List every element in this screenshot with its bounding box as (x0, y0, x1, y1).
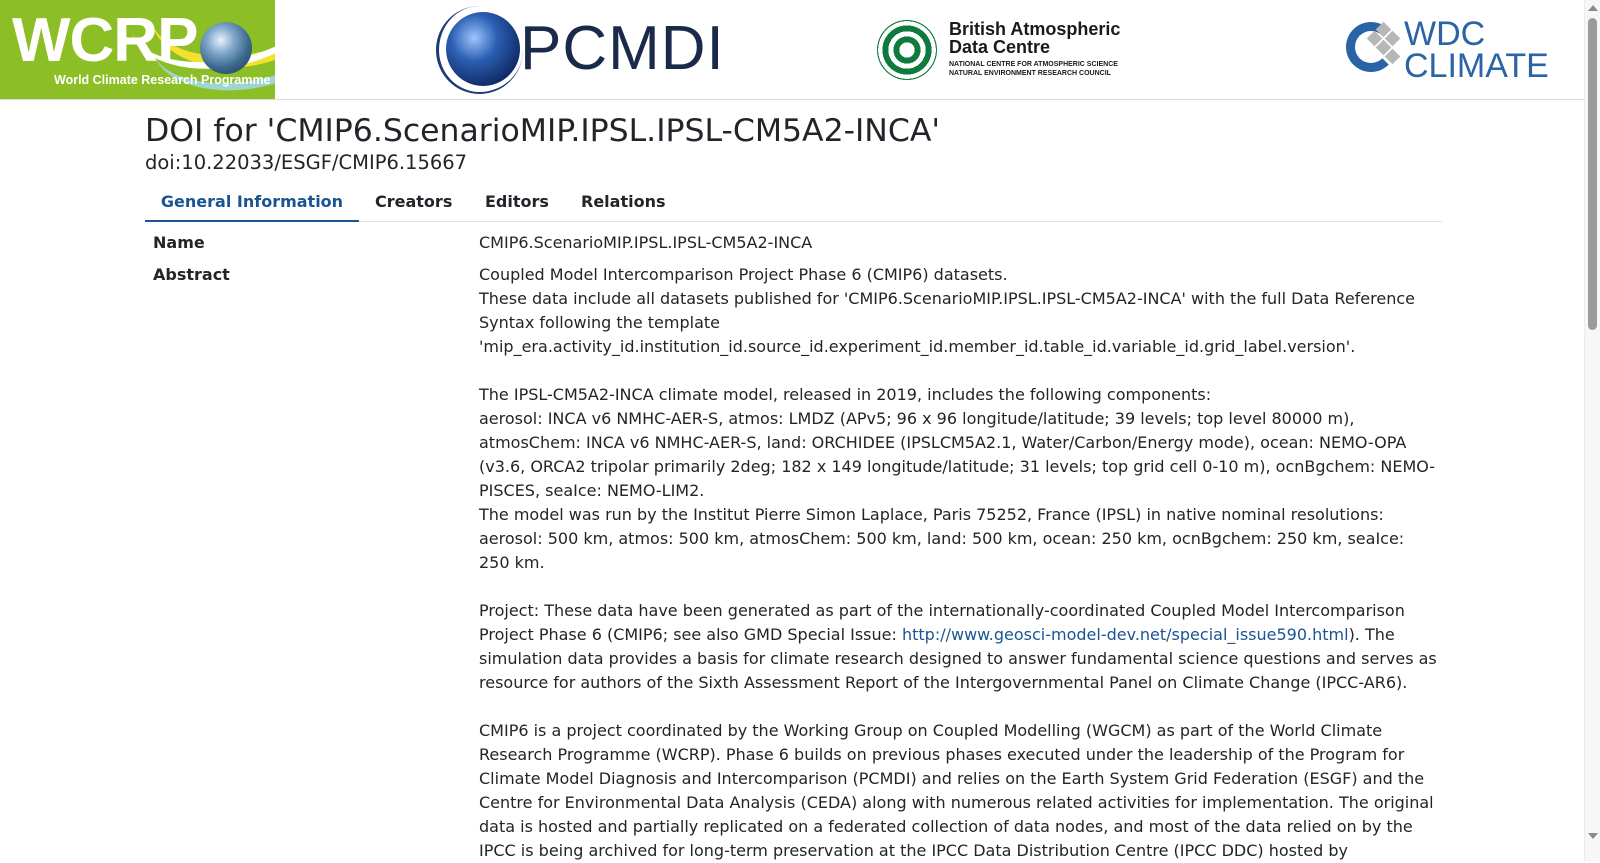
abstract-model-components: aerosol: INCA v6 NMHC-AER-S, atmos: LMDZ (APv5; 96 x 96 longitude/latitude; 39 levels; top level 80000 m), atmosChem: INCA v6 NMHC-AER-S, land: ORCHIDEE (IPSLCM5A2.1, Water/Carbon/Energy mode), ocean: NEMO-OPA (v3.6, ORCA2 tripolar primarily 2deg; 182 x 149 longitude/latitude; 31 levels; top grid cell 0-10 m), ocnBgchem: NEMO-PISCES, seaIce: NEMO-LIM2. (479, 409, 1436, 500)
logo-bar (0, 0, 1585, 100)
abstract-project-text-end: ). The simulation data provides a basis for climate research designed to answer fundamental science questions and serves as resource for authors of the Sixth Assessment Report of the Intergovernmental Panel on Climate Change (IPCC-AR6). (479, 625, 1437, 692)
pcmdi-logo[interactable] (434, 4, 724, 96)
wdc-climate-logo[interactable] (1346, 16, 1556, 86)
wdc-wordmark (1404, 15, 1549, 85)
doi-identifier: doi:10.22033/ESGF/CMIP6.15667 (145, 151, 468, 174)
globe-icon (446, 12, 520, 86)
badc-title-line2: Data Centre (949, 37, 1051, 57)
globe-icon (200, 22, 252, 74)
wcrp-logo[interactable] (0, 0, 275, 99)
abstract-label: Abstract (153, 265, 230, 284)
abstract-project-paragraph (479, 599, 1439, 695)
abstract-cmip6-paragraph: CMIP6 is a project coordinated by the Working Group on Coupled Modelling (WGCM) as part of the World Climate Research Programme (WCRP). Phase 6 builds on previous phases executed under the leadership of the Program for Climate Model Diagnosis and Intercomparison (PCMDI) and relies on the Earth System Grid Federation (ESGF) and the Centre for Environmental Data Analysis (CEDA) along with numerous related activities for implementation. The original data is hosted and partially replicated on a federated collection of data nodes, and most of the data relied on by the IPCC is being archived for long-term preservation at the IPCC Data Distribution Centre (IPCC DDC) hosted by (479, 721, 1434, 860)
badc-subtitle-line2: NATURAL ENVIRONMENT RESEARCH COUNCIL (949, 70, 1111, 77)
name-label: Name (153, 233, 205, 252)
page-title: DOI for 'CMIP6.ScenarioMIP.IPSL.IPSL-CM5A2-INCA' (145, 113, 941, 149)
tab-general-information[interactable]: General Information (145, 183, 359, 222)
wcrp-full-name: World Climate Research Programme (54, 73, 271, 87)
wdc-line2: CLIMATE (1404, 47, 1549, 85)
badc-logo[interactable] (877, 18, 1147, 82)
badc-ring-icon (877, 20, 937, 80)
tab-creators[interactable]: Creators (375, 192, 453, 211)
badc-subtitle (949, 60, 1118, 78)
tab-relations[interactable]: Relations (581, 192, 666, 211)
abstract-value (479, 263, 1439, 863)
badc-title-line1: British Atmospheric (949, 19, 1121, 39)
wdc-line1: WDC (1404, 15, 1486, 53)
abstract-project-text: Project: These data have been generated as part of the internationally-coordinated Coupled Model Intercomparison Project Phase 6 (CMIP6; see also GMD Special Issue: (479, 601, 1405, 644)
gmd-special-issue-link[interactable]: http://www.geosci-model-dev.net/special_issue590.html (901, 625, 1349, 644)
scroll-up-arrow-icon[interactable] (1588, 5, 1598, 11)
tab-bar (145, 183, 1442, 222)
abstract-intro-line: Coupled Model Intercomparison Project Phase 6 (CMIP6) datasets. (479, 265, 1008, 284)
wcrp-acronym: WCRP (12, 6, 198, 75)
name-value: CMIP6.ScenarioMIP.IPSL.IPSL-CM5A2-INCA (479, 233, 813, 252)
abstract-drs-paragraph: These data include all datasets published for 'CMIP6.ScenarioMIP.IPSL.IPSL-CM5A2-INCA' with the full Data Reference Syntax following the template 'mip_era.activity_id.institution_id.source_id.experiment_id.member_id.table_id.variable_id.grid_label.version'. (479, 289, 1415, 356)
tab-editors[interactable]: Editors (485, 192, 549, 211)
pcmdi-wordmark: PCMDI (520, 14, 725, 83)
abstract-model-intro: The IPSL-CM5A2-INCA climate model, released in 2019, includes the following components: (479, 385, 1212, 404)
scroll-down-arrow-icon[interactable] (1588, 833, 1598, 839)
abstract-model-resolutions: The model was run by the Institut Pierre Simon Laplace, Paris 75252, France (IPSL) in native nominal resolutions: aerosol: 500 km, atmos: 500 km, atmosChem: 500 km, land: 500 km, ocean: 250 km, ocnBgchem: 250 km, seaIce: 250 km. (479, 505, 1405, 572)
badc-subtitle-line1: NATIONAL CENTRE FOR ATMOSPHERIC SCIENCE (949, 61, 1118, 68)
scrollbar-thumb[interactable] (1588, 18, 1597, 330)
wdc-diamond-pattern-icon (1364, 24, 1404, 64)
page-scrollbar[interactable] (1584, 0, 1600, 861)
